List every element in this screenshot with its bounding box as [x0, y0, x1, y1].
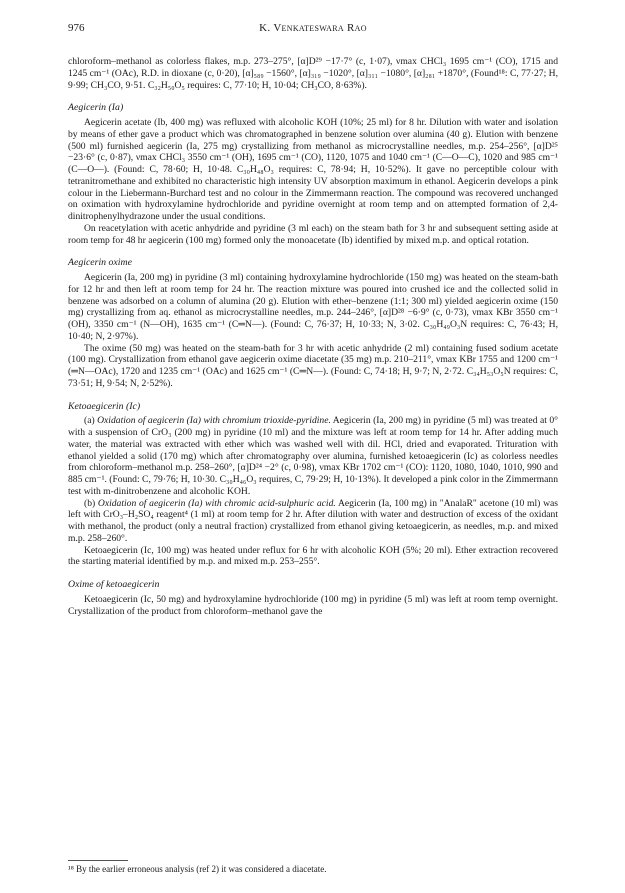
paragraph-subheading: Oxidation of aegicerin (Ia) with chromic acid-sulphuric acid. — [97, 497, 336, 509]
paragraph: The oxime (50 mg) was heated on the steam-bath for 3 hr with acetic anhydride (2 ml) containing fused sodium acetate (100 mg). Crystallization from ethanol gave aegicerin oxime diacetate (35 mg) m.p. 210–211°, νmax KBr 1755 and 1200 cm⁻¹ (═N—OAc), 1720 and 1235 cm⁻¹ (OAc) and 1625 cm⁻¹ (C═N—). (Found: C, 74·18; H, 9·7; N, 2·72. C₃₄H₅₃O₅N requires: C, 73·51; H, 9·54; N, 2·52%). — [68, 342, 558, 389]
article-body — [68, 56, 558, 617]
section-title-aegicerin-oxime: Aegicerin oxime — [68, 257, 132, 269]
paragraph-lead: (a) — [84, 415, 98, 427]
running-header — [68, 22, 558, 42]
footnote: ¹⁸ By the earlier erroneous analysis (ref 2) it was considered a diacetate. — [68, 864, 327, 874]
section-title-oxime-of-ketoaegicerin: Oxime of ketoaegicerin — [68, 579, 160, 590]
page — [68, 22, 558, 617]
paragraph-oxidation-b — [68, 498, 558, 545]
running-author: K. Venkateswara Rao — [259, 22, 367, 34]
paragraph: Ketoaegicerin (Ic, 50 mg) and hydroxylamine hydrochloride (100 mg) in pyridine (5 ml) was left at room temp overnight. Crystallization of the product from chloroform–methanol gave the — [68, 593, 558, 617]
paragraph: Aegicerin (Ia, 200 mg) in pyridine (3 ml) containing hydroxylamine hydrochloride (150 mg) was heated on the steam-bath for 12 hr and then left at room temp for 24 hr. The reaction mixture was poured into crushed ice and the collected solid in benzene was adsorbed on a column of alumina (20 g). Elution with ether–benzene (1:1; 300 ml) yielded aegicerin oxime (150 mg) crystallizing from aq. ethanol as microcrystalline needles, m.p. 244–246°, [α]D²⁸ −6·9° (c, 0·73), νmax KBr 3550 cm⁻¹ (OH), 3350 cm⁻¹ (N—OH), 1635 cm⁻¹ (C═N—). (Found: C, 76·37; H, 10·33; N, 3·02. C₃₀H₄₉O₃N requires: C, 76·43; H, 10·40; N, 2·97%). — [68, 272, 558, 342]
paragraph: On reacetylation with acetic anhydride and pyridine (3 ml each) on the steam bath for 3 hr and subsequent setting aside at room temp for 48 hr aegicerin (100 mg) formed only the monoacetate (Ib) identified by mixed m.p. and optical rotation. — [68, 222, 558, 246]
footnote-rule — [68, 860, 128, 861]
paragraph-text: Aegicerin (Ia, 100 mg) in "AnalaR" acetone (10 ml) was left with CrO₃–H₂SO₄ reagent⁴ (1 ml) at room temp for 2 hr. After dilution with water and destruction of excess of the oxidant with methanol, the product (only a neutral fraction) crystallized from ethanol giving ketoaegicerin, as needles, m.p. and mixed m.p. 258–260°. — [68, 497, 558, 544]
page-number: 976 — [68, 22, 85, 34]
paragraph: Aegicerin acetate (Ib, 400 mg) was refluxed with alcoholic KOH (10%; 25 ml) for 8 hr. Dilution with water and isolation by means of ether gave a product which was chromatographed in benzene solution over alumina (40 g). Elution with benzene (500 ml) furnished aegicerin (Ia, 275 mg) crystallizing from methanol as microcrystalline needles, m.p. 254–256°, [α]D²⁵ −23·6° (c, 0·87), νmax CHCl₃ 3550 cm⁻¹ (OH), 1695 cm⁻¹ (CO), 1120, 1075 and 1040 cm⁻¹ (C—O—C), 1020 and 985 cm⁻¹ (C—O—). (Found: C, 78·60; H, 10·48. C₃₀H₄₈O₃ requires: C, 78·94; H, 10·52%). It gave no perceptible colour with tetranitromethane and exhibited no characteristic high intensity UV absorption maximum in ethanol. Aegicerin develops a pink colour in the Liebermann-Burchard test and no colour in the Zimmermann reaction. The compound was recovered unchanged on oximation with hydroxylamine hydrochloride and pyridine overnight at room temp and on attempted formation of 2,4-dinitrophenylhydrazone under the usual conditions. — [68, 117, 558, 222]
paragraph-text: Aegicerin (Ia, 200 mg) in pyridine (5 ml) was treated at 0° with a suspension of CrO₃ (200 mg) in pyridine (10 ml) and the mixture was left at room temp for 14 hr. After adding much water, the material was extracted with ether which was washed well with dil. HCl, dried and evaporated. Trituration with ethanol yielded a solid (170 mg) which after chromatography over alumina, furnished ketoaegicerin (Ic) as colorless needles from chloroform–methanol m.p. 258–260°, [α]D²⁴ −2° (c, 0·98), νmax KBr 1702 cm⁻¹ (CO): 1120, 1080, 1040, 1010, 990 and 885 cm⁻¹. (Found: C, 79·76; H, 10·30. C₃₀H₄₆O₃ requires, C, 79·29; H, 10·13%). It developed a pink color in the Zimmermann test with m-dinitrobenzene and alcoholic KOH. — [68, 415, 558, 497]
continuation-paragraph: chloroform–methanol as colorless flakes, m.p. 273–275°, [α]D²⁹ −17·7° (c, 1·07), νmax CHCl₃ 1695 cm⁻¹ (CO), 1715 and 1245 cm⁻¹ (OAc), R.D. in dioxane (c, 0·20), [α]₅₈₉ −1560°, [α]₃₁₉ −1020°, [α]₃₁₁ −1080°, [α]₂₈₁ +1870°, (Found¹⁸: C, 77·27; H, 9·99; CH₃CO, 9·51. C₃₂H₅₀O₅ requires: C, 77·10; H, 10·04; CH₃CO, 8·63%). — [68, 56, 558, 91]
paragraph-oxidation-a — [68, 415, 558, 497]
section-title-aegicerin: Aegicerin (Ia) — [68, 102, 124, 114]
section-title-ketoaegicerin: Ketoaegicerin (Ic) — [68, 400, 141, 412]
paragraph-lead: (b) — [84, 497, 98, 509]
paragraph: Ketoaegicerin (Ic, 100 mg) was heated under reflux for 6 hr with alcoholic KOH (5%; 20 ml). Ether extraction recovered the starting material identified by m.p. and mixed m.p. 253–255°. — [68, 544, 558, 568]
paragraph-subheading: Oxidation of aegicerin (Ia) with chromium trioxide-pyridine. — [97, 415, 331, 427]
